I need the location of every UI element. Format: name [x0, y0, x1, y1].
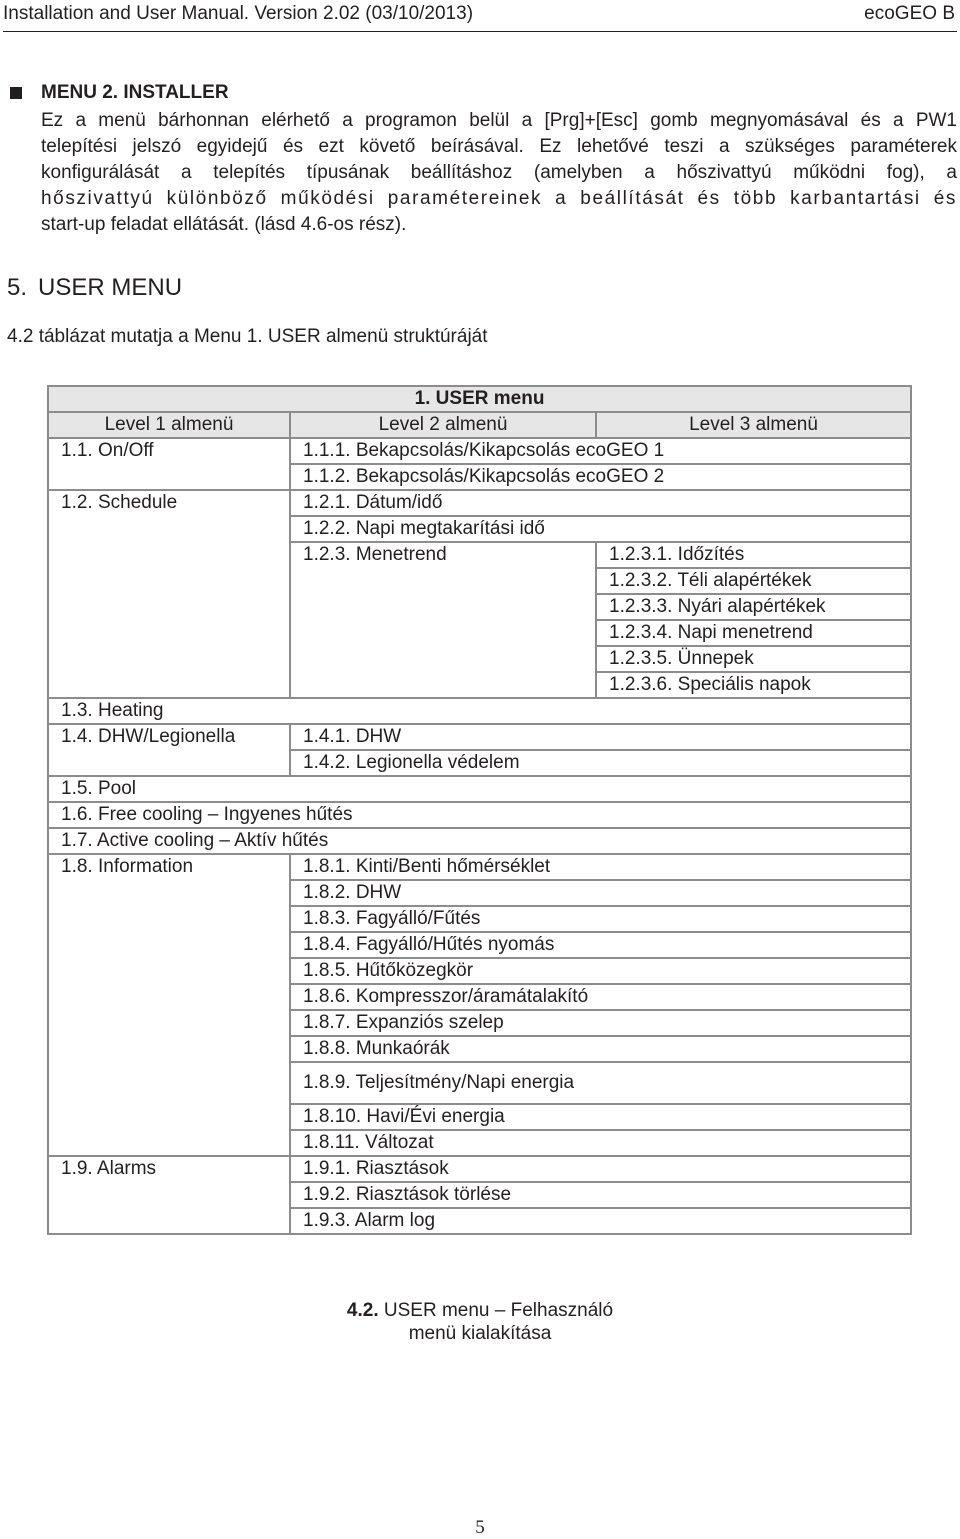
table-cell: 1.4. DHW/Legionella — [48, 724, 290, 776]
table-cell: 1.6. Free cooling – Ingyenes hűtés — [48, 802, 911, 828]
table-row — [48, 490, 911, 516]
table-cell: 1.2.2. Napi megtakarítási idő — [290, 516, 911, 542]
table-row — [48, 802, 911, 828]
table-row — [48, 854, 911, 880]
table-cell: 1.4.2. Legionella védelem — [290, 750, 911, 776]
table-cell: 1.8.6. Kompresszor/áramátalakító — [290, 984, 911, 1010]
table-cell: 1.2.3.2. Téli alapértékek — [596, 568, 911, 594]
caption-line2: menü kialakítása — [408, 1323, 552, 1344]
table-cell: 1.8. Information — [48, 854, 290, 1156]
caption-line1: USER menu – Felhasználó — [383, 1300, 614, 1321]
table-cell: 1.2.3. Menetrend — [290, 542, 596, 698]
paragraph-line: hőszivattyú különböző működési paramétereinek a beállítását és több karbantartási és — [41, 188, 957, 209]
column-header: Level 3 almenü — [596, 412, 911, 438]
page-number: 5 — [475, 1517, 485, 1538]
table-cell: 1.9.3. Alarm log — [290, 1208, 911, 1234]
table-cell: 1.3. Heating — [48, 698, 911, 724]
table-caption — [340, 1299, 620, 1345]
table-cell: 1.2.3.6. Speciális napok — [596, 672, 911, 698]
table-row — [48, 438, 911, 464]
column-header: Level 2 almenü — [290, 412, 596, 438]
column-header: Level 1 almenü — [48, 412, 290, 438]
user-menu-table — [47, 385, 912, 1235]
table-cell: 1.4.1. DHW — [290, 724, 911, 750]
table-cell: 1.8.11. Változat — [290, 1130, 911, 1156]
table-cell: 1.7. Active cooling – Aktív hűtés — [48, 828, 911, 854]
table-row — [48, 776, 911, 802]
table-cell: 1.8.10. Havi/Évi energia — [290, 1104, 911, 1130]
table-cell: 1.2.3.3. Nyári alapértékek — [596, 594, 911, 620]
table-cell: 1.8.3. Fagyálló/Fűtés — [290, 906, 911, 932]
table-cell: 1.8.5. Hűtőközegkör — [290, 958, 911, 984]
table-cell: 1.2.3.4. Napi menetrend — [596, 620, 911, 646]
table-cell: 1.9.2. Riasztások törlése — [290, 1182, 911, 1208]
header-product: ecoGEO B — [864, 3, 955, 24]
table-cell: 1.8.8. Munkaórák — [290, 1036, 911, 1062]
chapter-title: USER MENU — [38, 274, 183, 301]
table-title: 1. USER menu — [48, 386, 911, 412]
table-row — [48, 1156, 911, 1182]
table-cell: 1.8.4. Fagyálló/Hűtés nyomás — [290, 932, 911, 958]
table-cell: 1.2.3.1. Időzítés — [596, 542, 911, 568]
chapter-heading — [7, 274, 182, 302]
table-cell: 1.1.1. Bekapcsolás/Kikapcsolás ecoGEO 1 — [290, 438, 911, 464]
table-row — [48, 828, 911, 854]
table-cell: 1.8.2. DHW — [290, 880, 911, 906]
table-cell: 1.8.1. Kinti/Benti hőmérséklet — [290, 854, 911, 880]
table-cell: 1.1.2. Bekapcsolás/Kikapcsolás ecoGEO 2 — [290, 464, 911, 490]
table-cell: 1.5. Pool — [48, 776, 911, 802]
table-cell: 1.9.1. Riasztások — [290, 1156, 911, 1182]
paragraph-line: Ez a menü bárhonnan elérhető a programon belül a [Prg]+[Esc] gomb megnyomásával és a PW1 — [41, 110, 957, 131]
table-cell: 1.2.1. Dátum/idő — [290, 490, 911, 516]
header-rule — [3, 31, 957, 32]
chapter-number: 5. — [7, 274, 28, 301]
caption-number: 4.2. — [346, 1300, 379, 1321]
table-cell: 1.1. On/Off — [48, 438, 290, 490]
table-cell: 1.2. Schedule — [48, 490, 290, 698]
table-row — [48, 698, 911, 724]
paragraph-line: konfigurálását a telepítés típusának beállításhoz (amelyben a hőszivattyú működni fog), a — [41, 162, 957, 183]
table-intro: 4.2 táblázat mutatja a Menu 1. USER almenü struktúráját — [7, 326, 488, 347]
table-row — [48, 724, 911, 750]
table-cell: 1.9. Alarms — [48, 1156, 290, 1234]
table-cell: 1.2.3.5. Ünnepek — [596, 646, 911, 672]
square-bullet-icon — [10, 87, 22, 99]
paragraph-line: telepítési jelszó egyidejű és ezt követő beírásával. Ez lehetővé teszi a szükséges paraméterek — [41, 136, 957, 157]
page-header — [0, 0, 960, 30]
table-cell: 1.8.7. Expanziós szelep — [290, 1010, 911, 1036]
header-title: Installation and User Manual. Version 2.02 (03/10/2013) — [3, 3, 474, 24]
section-title: MENU 2. INSTALLER — [41, 82, 229, 103]
table-cell: 1.8.9. Teljesítmény/Napi energia — [290, 1062, 911, 1104]
paragraph-line: start-up feladat ellátását. (lásd 4.6-os rész). — [41, 214, 407, 235]
